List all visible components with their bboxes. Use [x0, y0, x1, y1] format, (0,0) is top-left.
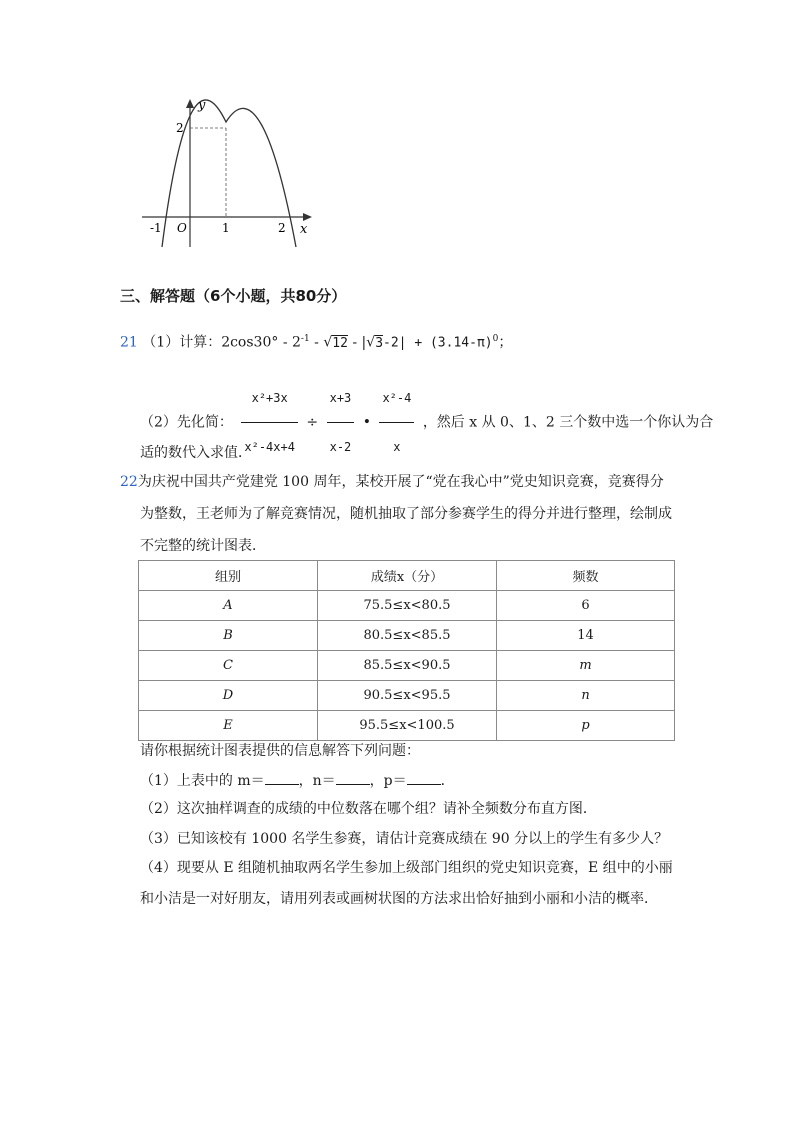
table-cell-frequency: n — [497, 681, 675, 711]
divide-sign: ÷ — [306, 414, 319, 431]
table-header-row — [139, 561, 675, 591]
origin-label: O — [177, 221, 187, 235]
fraction-2 — [327, 376, 355, 469]
table-cell-frequency: 6 — [497, 591, 675, 621]
q21-part1 — [120, 329, 512, 354]
q21-part2-suffix: ，然后 x 从 0、1、2 三个数中选一个你认为合 — [422, 414, 714, 431]
x-tick-neg1: -1 — [150, 221, 162, 235]
q22-part1-b: ，n＝ — [298, 773, 336, 789]
q22-part4-line1: （4）现要从 E 组随机抽取两名学生参加上级部门组织的党史知识竞赛，E 组中的小丽 — [140, 860, 673, 876]
q21-part1-end: ； — [498, 334, 513, 351]
table-row — [139, 621, 675, 651]
q21-part1-exp: -1 — [300, 334, 310, 344]
fraction-2-denominator: x-2 — [329, 440, 352, 454]
table-cell-group: B — [139, 621, 318, 651]
q21-part2-prefix: （2）先化简： — [140, 414, 233, 431]
q22-line1 — [120, 472, 664, 492]
q22-line1-text: 为庆祝中国共产党建党 100 周年，某校开展了“党在我心中”党史知识竞赛，竞赛得分 — [137, 474, 664, 490]
frequency-table — [138, 560, 675, 741]
section-title: 三、解答题（6个小题，共80分） — [120, 287, 347, 305]
fraction-2-numerator: x+3 — [327, 376, 355, 423]
question-number-22: 22 — [120, 474, 138, 490]
q22-line3: 不完整的统计图表． — [140, 538, 266, 554]
fraction-1-numerator: x²+3x — [241, 376, 298, 423]
q21-abs-tail: -2| — [383, 335, 407, 351]
q21-plus-term: + (3.14-π) — [406, 335, 493, 351]
q21-part2-line2: 适的数代入求值． — [140, 445, 252, 461]
q22-part1 — [140, 770, 455, 791]
table-row — [139, 591, 675, 621]
q22-part1-c: ，p＝ — [369, 773, 407, 789]
q21-part1-mid: - | — [347, 334, 367, 351]
q21-exp0: 0 — [492, 334, 499, 344]
q21-sqrt3: 3 — [375, 335, 384, 351]
table-cell-group: C — [139, 651, 318, 681]
table-cell-group: D — [139, 681, 318, 711]
answer-blank-n — [336, 770, 370, 785]
x-tick-1: 1 — [222, 221, 230, 235]
question-number-21: 21 — [120, 334, 138, 351]
q22-line2: 为整数，王老师为了解竞赛情况，随机抽取了部分参赛学生的得分并进行整理，绘制成 — [140, 506, 672, 522]
table-header-score: 成绩x（分） — [318, 561, 497, 591]
q22-part1-a: （1）上表中的 m＝ — [140, 773, 265, 789]
q22-part2: （2）这次抽样调查的成绩的中位数落在哪个组？请补全频数分布直方图． — [140, 801, 597, 817]
fraction-3 — [379, 376, 414, 469]
table-row — [139, 651, 675, 681]
table-cell-frequency: p — [497, 711, 675, 741]
x-tick-2: 2 — [278, 221, 286, 235]
table-cell-score: 80.5≤x<85.5 — [318, 621, 497, 651]
answer-blank-m — [265, 770, 299, 785]
sqrt-icon: √ — [366, 334, 376, 351]
fraction-1-denominator: x²-4x+4 — [244, 440, 295, 454]
q22-part1-d: ． — [440, 773, 455, 789]
q21-part1-prefix: （1）计算：2cos30° - 2 — [142, 334, 301, 351]
y-axis-label: y — [198, 98, 206, 113]
multiply-dot: • — [362, 414, 371, 431]
y-tick-2: 2 — [176, 121, 184, 135]
y-axis-arrow — [186, 99, 194, 108]
table-cell-frequency: m — [497, 651, 675, 681]
table-cell-frequency: 14 — [497, 621, 675, 651]
fraction-3-numerator: x²-4 — [379, 376, 414, 423]
table-header-frequency: 频数 — [497, 561, 675, 591]
table-cell-score: 95.5≤x<100.5 — [318, 711, 497, 741]
sqrt-icon: √ — [323, 334, 333, 351]
table-cell-score: 85.5≤x<90.5 — [318, 651, 497, 681]
parabola-graph — [140, 95, 330, 255]
q21-part1-sep: - — [309, 334, 324, 351]
q22-intro: 请你根据统计图表提供的信息解答下列问题： — [140, 743, 420, 759]
table-row — [139, 711, 675, 741]
q22-part4-line2: 和小洁是一对好朋友，请用列表或画树状图的方法求出恰好抽到小丽和小洁的概率． — [140, 891, 658, 907]
table-cell-score: 90.5≤x<95.5 — [318, 681, 497, 711]
table-cell-group: E — [139, 711, 318, 741]
table-row — [139, 681, 675, 711]
table-cell-group: A — [139, 591, 318, 621]
table-header-group: 组别 — [139, 561, 318, 591]
table-cell-score: 75.5≤x<80.5 — [318, 591, 497, 621]
q21-sqrt12: 12 — [332, 335, 348, 351]
x-axis-label: x — [300, 222, 308, 237]
x-axis-arrow — [303, 213, 312, 221]
q22-part3: （3）已知该校有 1000 名学生参赛，请估计竞赛成绩在 90 分以上的学生有多少人？ — [140, 831, 669, 847]
fraction-3-denominator: x — [393, 440, 401, 454]
answer-blank-p — [407, 770, 441, 785]
